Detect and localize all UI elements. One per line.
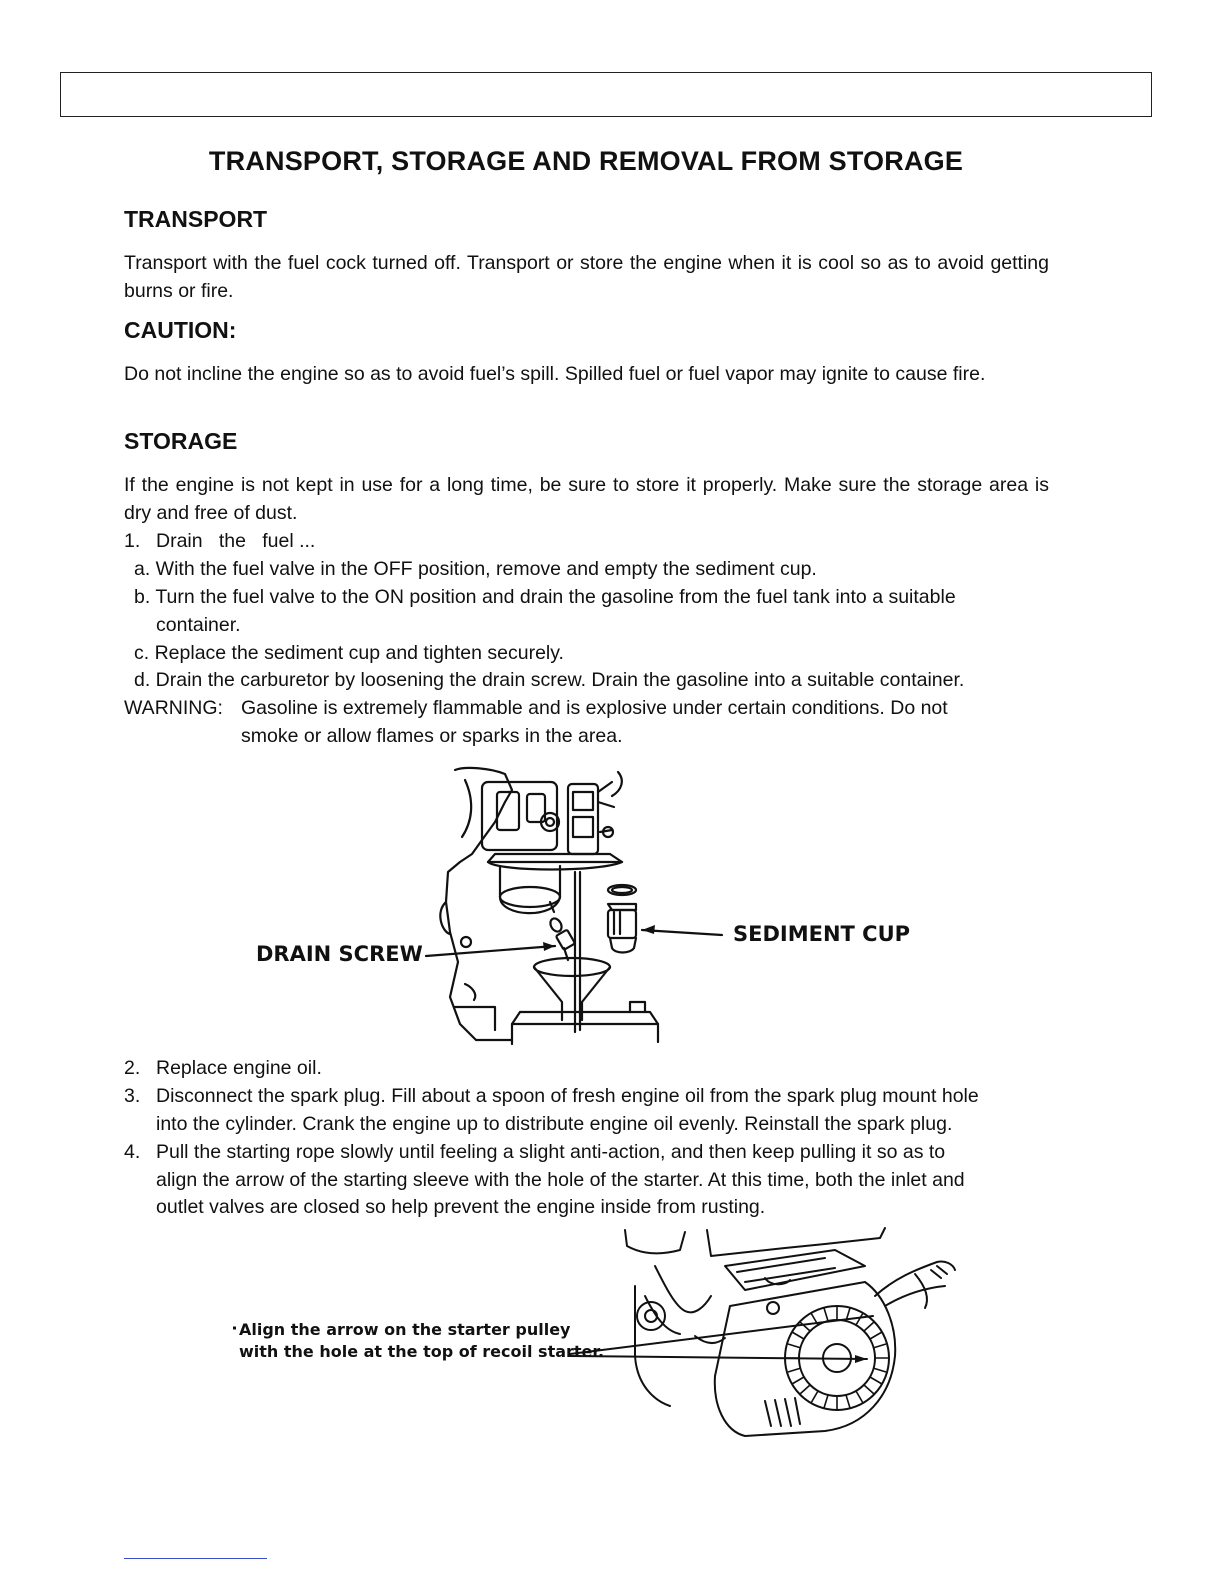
step-number: 2. [124,1057,141,1079]
starter-caption [239,1319,604,1363]
storage-heading: STORAGE [124,428,238,454]
storage-sub-c: c. Replace the sediment cup and tighten securely. [134,642,564,664]
warning-label: WARNING: [124,697,223,719]
storage-step-1 [124,527,1049,555]
recoil-starter-illustration [225,1226,965,1441]
transport-text: Transport with the fuel cock turned off. Transport or store the engine when it is cool so as to avoid getting burns or fire. [124,252,1049,302]
step-text: Disconnect the spark plug. Fill about a spoon of fresh engine oil from the spark plug mount hole [156,1085,979,1107]
drain-screw-label: DRAIN SCREW [256,942,423,966]
page-title: TRANSPORT, STORAGE AND REMOVAL FROM STORAGE [208,146,964,176]
step-number: 3. [124,1085,141,1107]
fuel-drain-drawing [250,762,930,1047]
caution-heading: CAUTION: [124,317,237,343]
storage-step-2 [124,1054,1049,1082]
step-text: Drain the fuel ... [156,530,316,552]
warning-line2: smoke or allow flames or sparks in the area. [241,725,623,747]
warning-line1: Gasoline is extremely flammable and is explosive under certain conditions. Do not [241,697,948,719]
storage-intro: If the engine is not kept in use for a long time, be sure to store it properly. Make sure the storage area is dry and free of dust. [124,474,1049,524]
starter-caption-line2: with the hole at the top of recoil starter. [239,1342,605,1361]
storage-step-4-line1 [124,1138,1049,1166]
step-number: 1. [124,530,141,552]
storage-step-3-line2: into the cylinder. Crank the engine up to distribute engine oil evenly. Reinstall the spark plug. [156,1113,953,1135]
storage-sub-d: d. Drain the carburetor by loosening the drain screw. Drain the gasoline into a suitable container. [134,669,965,691]
footer-rule [124,1558,267,1559]
step-text: Replace engine oil. [156,1057,322,1079]
storage-step-4-line2: align the arrow of the starting sleeve with the hole of the starter. At this time, both the inlet and [156,1169,965,1191]
step-text: Pull the starting rope slowly until feeling a slight anti-action, and then keep pulling it so as to [156,1141,946,1163]
sediment-cup-label: SEDIMENT CUP [733,922,911,946]
storage-sub-b-line2: container. [156,614,241,636]
step-number: 4. [124,1141,141,1163]
storage-sub-a: a. With the fuel valve in the OFF position, remove and empty the sediment cup. [134,558,817,580]
storage-step-3-line1 [124,1082,1049,1110]
storage-sub-b-line1: b. Turn the fuel valve to the ON position and drain the gasoline from the fuel tank into a suitable [134,586,956,608]
fuel-drain-illustration [250,762,930,1047]
starter-caption-line1: Align the arrow on the starter pulley [239,1320,571,1339]
storage-step-4-line3: outlet valves are closed so help prevent the engine inside from rusting. [156,1196,766,1218]
transport-heading: TRANSPORT [124,206,268,232]
caution-text: Do not incline the engine so as to avoid fuel’s spill. Spilled fuel or fuel vapor may ignite to cause fire. [124,363,986,385]
header-box [60,72,1152,117]
